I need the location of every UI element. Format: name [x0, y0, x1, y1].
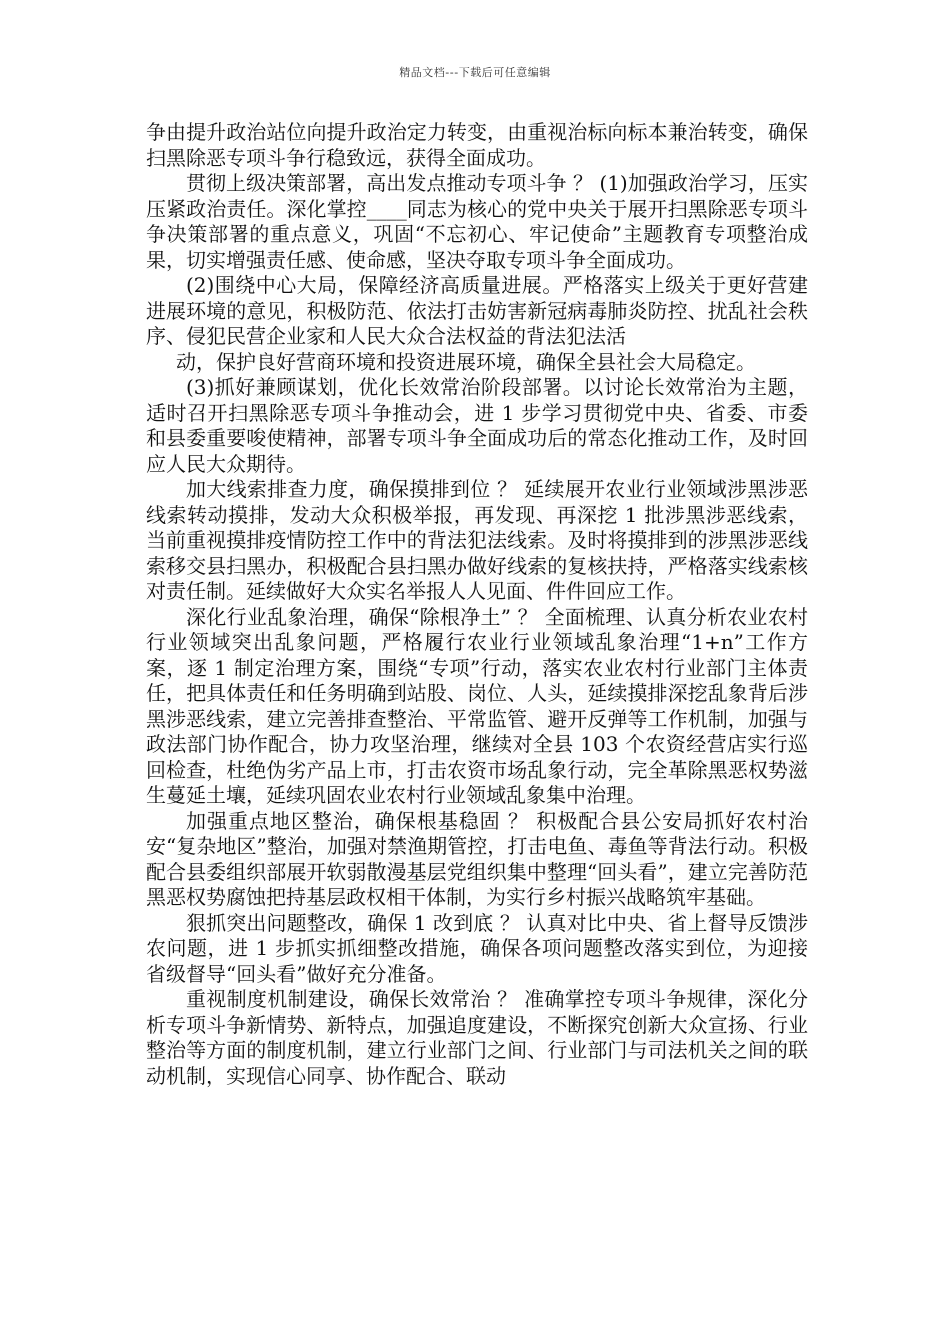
document-body — [146, 120, 808, 1089]
paragraph-continuation: 争由提升政治站位向提升政治定力转变，由重视治标向标本兼治转变，确保扫黑除恶专项斗争行稳致远，获得全面成功。 — [146, 120, 808, 170]
paragraph-clue-investigation: 加大线索排查力度，确保摸排到位 ？ 延续展开农业行业领域涉黑涉恶线索转动摸排，发动大众积极举报，再发现、再深挖 1 批涉黑涉恶线索，当前重视摸排疫情防控工作中的背法犯法线索。及时将摸排到的涉黑涉恶线索移交县扫黑办，积极配合县扫黑办做好线索的复核扶持，严格落实线索核对责任制。延续做好大众实名举报人人见面、件件回应工作。 — [146, 477, 808, 603]
paragraph-business-environment: 动，保护良好营商环境和投资进展环境，确保全县社会大局稳定。 — [176, 349, 756, 374]
paragraph-long-term-planning: (3)抓好兼顾谋划，优化长效常治阶段部署。以讨论长效常治为主题，适时召开扫黑除恶专项斗争推动会，进 1 步学习贯彻党中央、省委、市委和县委重要唆使精神，部署专项斗争全面成功后的常态化推动工作，及时回应人民大众期待。 — [146, 375, 808, 476]
paragraph-implement-decisions: 贯彻上级决策部署，高出发点推动专项斗争 ？ (1)加强政治学习，压实压紧政治责任。深化掌控____同志为核心的党中央关于展开扫黑除恶专项斗争决策部署的重点意义，巩固“不忘初心、牢记使命”主题教育专项整治成果，切实增强责任感、使命感，坚决夺取专项斗争全面成功。 — [146, 171, 808, 272]
page-header: 精品文档---下载后可任意编辑 — [399, 66, 551, 79]
paragraph-economic-development: (2)围绕中心大局，保障经济高质量进展。严格落实上级关于更好营建进展环境的意见，积极防范、依法打击妨害新冠病毒肺炎防控、扰乱社会秩序、侵犯民营企业家和人民大众合法权益的背法犯法活 — [146, 273, 808, 348]
paragraph-institution-building: 重视制度机制建设，确保长效常治 ？ 准确掌控专项斗争规律，深化分析专项斗争新情势、新特点，加强追度建设，不断探究创新大众宣扬、行业整治等方面的制度机制，建立行业部门之间、行业部门与司法机关之间的联动机制，实现信心同享、协作配合、联动 — [146, 987, 808, 1088]
paragraph-key-area-rectification: 加强重点地区整治，确保根基稳固 ？ 积极配合县公安局抓好农村治安“复杂地区”整治，加强对禁渔期管控，打击电鱼、毒鱼等背法行动。积极配合县委组织部展开软弱散漫基层党组织集中整理“回头看”，建立完善防范黑恶权势腐蚀把持基层政权相干体制，为实行乡村振兴战略筑牢基础。 — [146, 808, 808, 909]
paragraph-problem-rectification: 狠抓突出问题整改，确保 1 改到底 ？ 认真对比中央、省上督导反馈涉农问题，进 1 步抓实抓细整改措施，确保各项问题整改落实到位，为迎接省级督导“回头看”做好充分准备。 — [146, 910, 808, 986]
paragraph-industry-governance: 深化行业乱象治理，确保“除根净土” ？ 全面梳理、认真分析农业农村行业领域突出乱象问题，严格履行农业行业领域乱象治理“1+n”工作方案，逐 1 制定治理方案，围绕“专项”行动，落实农业农村行业部门主体责任，把具体责任和任务明确到站股、岗位、人头，延续摸排深挖乱象背后涉黑涉恶线索，建立完善排查整治、平常监管、避开反弹等工作机制，加强与政法部门协作配合，协力攻坚治理，继续对全县 103 个农资经营店实行巡回检查，杜绝伪劣产品上市，打击农资市场乱象行动，完全革除黑恶权势滋生蔓延土壤，延续巩固农业农村行业领域乱象集中治理。 — [146, 604, 808, 807]
